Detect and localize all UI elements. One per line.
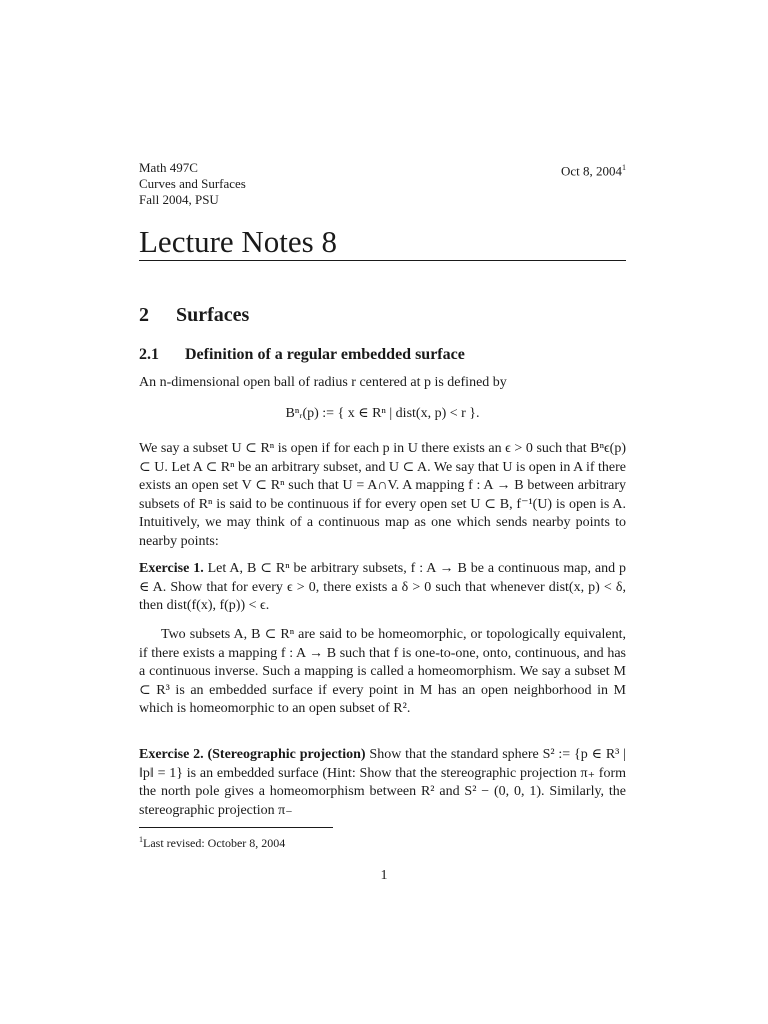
- footnote-rule: [139, 827, 333, 828]
- exercise-1: [139, 560, 626, 616]
- footnote: [139, 832, 285, 851]
- subsection-heading: [139, 344, 465, 366]
- course-title: Curves and Surfaces: [139, 176, 246, 191]
- section-heading: [139, 302, 249, 328]
- title-rule: [139, 260, 626, 261]
- page-number: 1: [380, 868, 388, 883]
- section-number: 2: [139, 304, 149, 326]
- date: Oct 8, 2004: [560, 163, 622, 179]
- ball-definition-equation: Bⁿᵣ(p) := { x ∈ Rⁿ | dist(x, p) < r }.: [285, 406, 480, 421]
- exercise-2-label: Exercise 2. (Stereographic projection): [139, 747, 366, 762]
- open-sets-paragraph: We say a subset U ⊂ Rⁿ is open if for each p in U there exists an ϵ > 0 such that Bⁿϵ(p) ⊂ U. Let A ⊂ Rⁿ be an arbitrary subset, and U ⊂ A. We say that U is open in A if there exists an open set V ⊂ Rⁿ such that U = A∩V. A mapping f : A → B between arbitrary subsets of Rⁿ is said to be continuous if for every open set U ⊂ B, f⁻¹(U) is open is A. Intuitively, we may think of a continuous map as one which sends nearby points to nearby points:: [139, 441, 626, 549]
- header-right: [561, 160, 626, 179]
- exercise-2: [139, 746, 626, 820]
- section-title: Surfaces: [176, 304, 250, 326]
- exercise-1-label: Exercise 1.: [139, 561, 204, 576]
- page-title: Lecture Notes 8: [139, 224, 337, 259]
- exercise-1-text: Let A, B ⊂ Rⁿ be arbitrary subsets, f : A → B be a continuous map, and p ∈ A. Show that for every ϵ > 0, there exists a δ > 0 such that whenever dist(x, p) < δ, then dist(f(x), f(p)) < ϵ.: [139, 561, 626, 614]
- subsection-title: Definition of a regular embedded surface: [185, 346, 465, 363]
- date-footnote-mark: 1: [622, 163, 626, 172]
- subsection-number: 2.1: [139, 346, 159, 363]
- intro-paragraph: An n-dimensional open ball of radius r centered at p is defined by: [139, 375, 507, 390]
- footnote-mark: 1: [139, 835, 143, 844]
- exercise-2-text: Show that the standard sphere S² := {p ∈ R³ | ‖p‖ = 1} is an embedded surface (Hint: Show that the stereographic projection π₊ form the north pole gives a homeomorphism between R² and S² − (0, 0, 1). Similarly, the stereographic projection π₋: [139, 747, 627, 818]
- homeomorphism-paragraph: Two subsets A, B ⊂ Rⁿ are said to be homeomorphic, or topologically equivalent, if there exists a mapping f : A → B such that f is one-to-one, onto, continuous, and has a continuous inverse. Such a mapping is called a homeomorphism. We say a subset M ⊂ R³ is an embedded surface if every point in M has an open neighborhood in M which is homeomorphic to an open subset of R².: [139, 627, 626, 717]
- term: Fall 2004, PSU: [139, 192, 219, 207]
- course-number: Math 497C: [139, 160, 198, 175]
- footnote-text: Last revised: October 8, 2004: [143, 836, 286, 850]
- header-left: [139, 160, 246, 208]
